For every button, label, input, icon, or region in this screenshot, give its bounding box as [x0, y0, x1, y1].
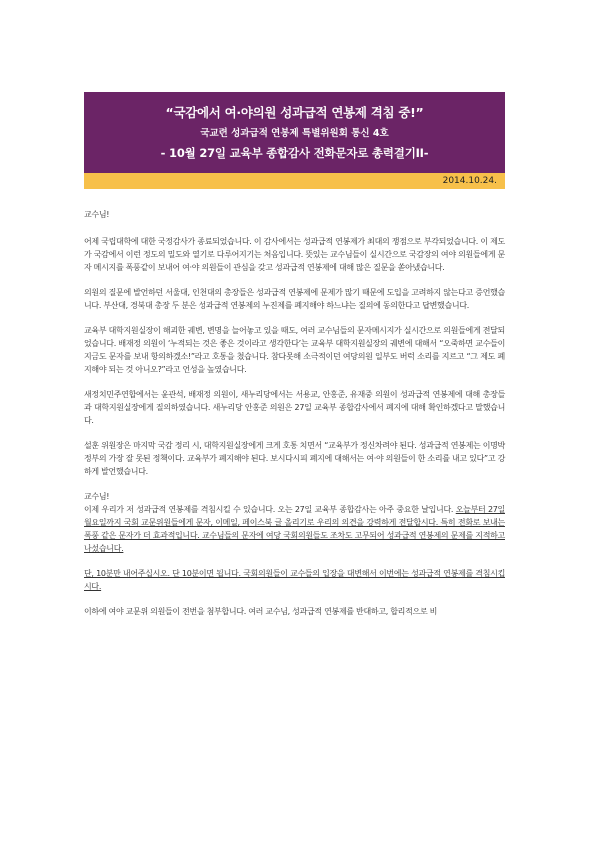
- issue-date: 2014.10.24.: [442, 176, 497, 186]
- paragraph-attachment-note: 이하에 여야 교문위 의원들이 전번을 첨부합니다. 여러 교수님, 성과급적 연봉제를 반대하고, 합리적으로 비: [84, 607, 438, 616]
- call-to-action-emphasis: 오늘부터 27일 월요일까지 국회 교문위원들에게 문자, 이메일, 페이스북 글 올리기로 우리의 의견을 강력하게 전달합시다. 특히 전화로 보내는 폭풍 같은 문자가 더 효과적입니다. 교수님들의 문자에 여당 국회의원들도 조차도 고무되어 성과급적 연봉제의 문제를 지적하고 나섰습니다.: [84, 505, 505, 553]
- newsletter-title: “국감에서 여·야의원 성과급적 연봉제 격침 중!”: [165, 105, 424, 120]
- paragraph-lawmakers: 새정치민주연합에서는 윤관석, 배재정 의원이, 새누리당에서는 서용교, 안홍준, 유재중 의원이 성과급적 연봉제에 대해 총장들과 대학지원실장에게 질의하였습니다. 새누리당 안홍준 의원은 27일 교육부 종합감사에서 폐지에 대해 확인하겠다고 말했습니다.: [84, 390, 505, 425]
- paragraph-call-to-action: [84, 503, 505, 555]
- salutation-second: 교수님!: [84, 492, 110, 501]
- newsletter-header-banner: [84, 92, 505, 173]
- newsletter-tagline: - 10월 27일 교육부 종합감사 전화문자로 총력결기II-: [160, 146, 429, 160]
- paragraph-audit-summary: 어제 국립대학에 대한 국정감사가 종료되었습니다. 이 감사에서는 성과급적 연봉제가 최대의 쟁점으로 부각되었습니다. 이 제도가 국감에서 이런 정도의 밀도와 열기로 다루어지기는 처음입니다. 뜻있는 교수님들이 실시간으로 국감장의 여야 의원들에게 문자 메시지를 폭풍같이 보내어 여·야 의원들이 관심을 갖고 성과급적 연봉제에 대해 많은 질문을 쏟아냈습니다.: [84, 237, 505, 272]
- paragraph-ministry-official: 교육부 대학지원실장이 해괴한 궤변, 변명을 늘어놓고 있을 때도, 여러 교수님들의 문자메시지가 실시간으로 의원들에게 전달되었습니다. 배재정 의원이 ‘누적되는 것은 좋은 것이라고 생각한다’는 교육부 대학지원실장의 궤변에 대해서 “오죽하면 교수들이 지금도 문자를 보내 항의하겠소!”라고 호통을 쳤습니다. 참다못해 소극적이던 여당의원 일부도 버럭 소리를 지르고 “그 제도 폐지해야 되는 것 아니오?”라고 언성을 높였습니다.: [84, 326, 505, 374]
- paragraph-ten-minutes: 단, 10분만 내어주십시오. 단 10분이면 됩니다. 국회의원들이 교수들의 입장을 대변해서 이번에는 성과급적 연봉제를 격침시킵시다.: [84, 569, 505, 591]
- newsletter-subtitle: 국교련 성과급적 연봉제 특별위원회 통신 4호: [200, 128, 389, 139]
- paragraph-presidents-testimony: 의원의 질문에 발언하던 서울대, 인천대의 총장들은 성과급적 연봉제에 문제가 많기 때문에 도입을 고려하지 않는다고 증언했습니다. 부산대, 경북대 총장 두 분은 성과급적 연봉제의 누진제를 폐지해야 하느냐는 질의에 동의한다고 답변했습니다.: [84, 288, 505, 310]
- letter-body: [84, 208, 505, 630]
- call-to-action-intro: 이제 우리가 저 성과급적 연봉제를 격침시킬 수 있습니다. 오는 27일 교육부 종합감사는 아주 중요한 날입니다.: [84, 505, 456, 514]
- date-band: [84, 173, 505, 189]
- salutation: 교수님!: [84, 210, 110, 219]
- paragraph-committee-chair: 설훈 위원장은 마지막 국감 정리 시, 대학지원실장에게 크게 호통 치면서 “교육부가 정신차려야 된다. 성과급적 연봉제는 이명박 정부의 가장 잘 못된 정책이다. 교육부가 폐지해야 된다. 보시다시피 폐지에 대해서는 여·야 의원들이 한 소리를 내고 있다”고 강하게 발언했습니다.: [84, 441, 505, 476]
